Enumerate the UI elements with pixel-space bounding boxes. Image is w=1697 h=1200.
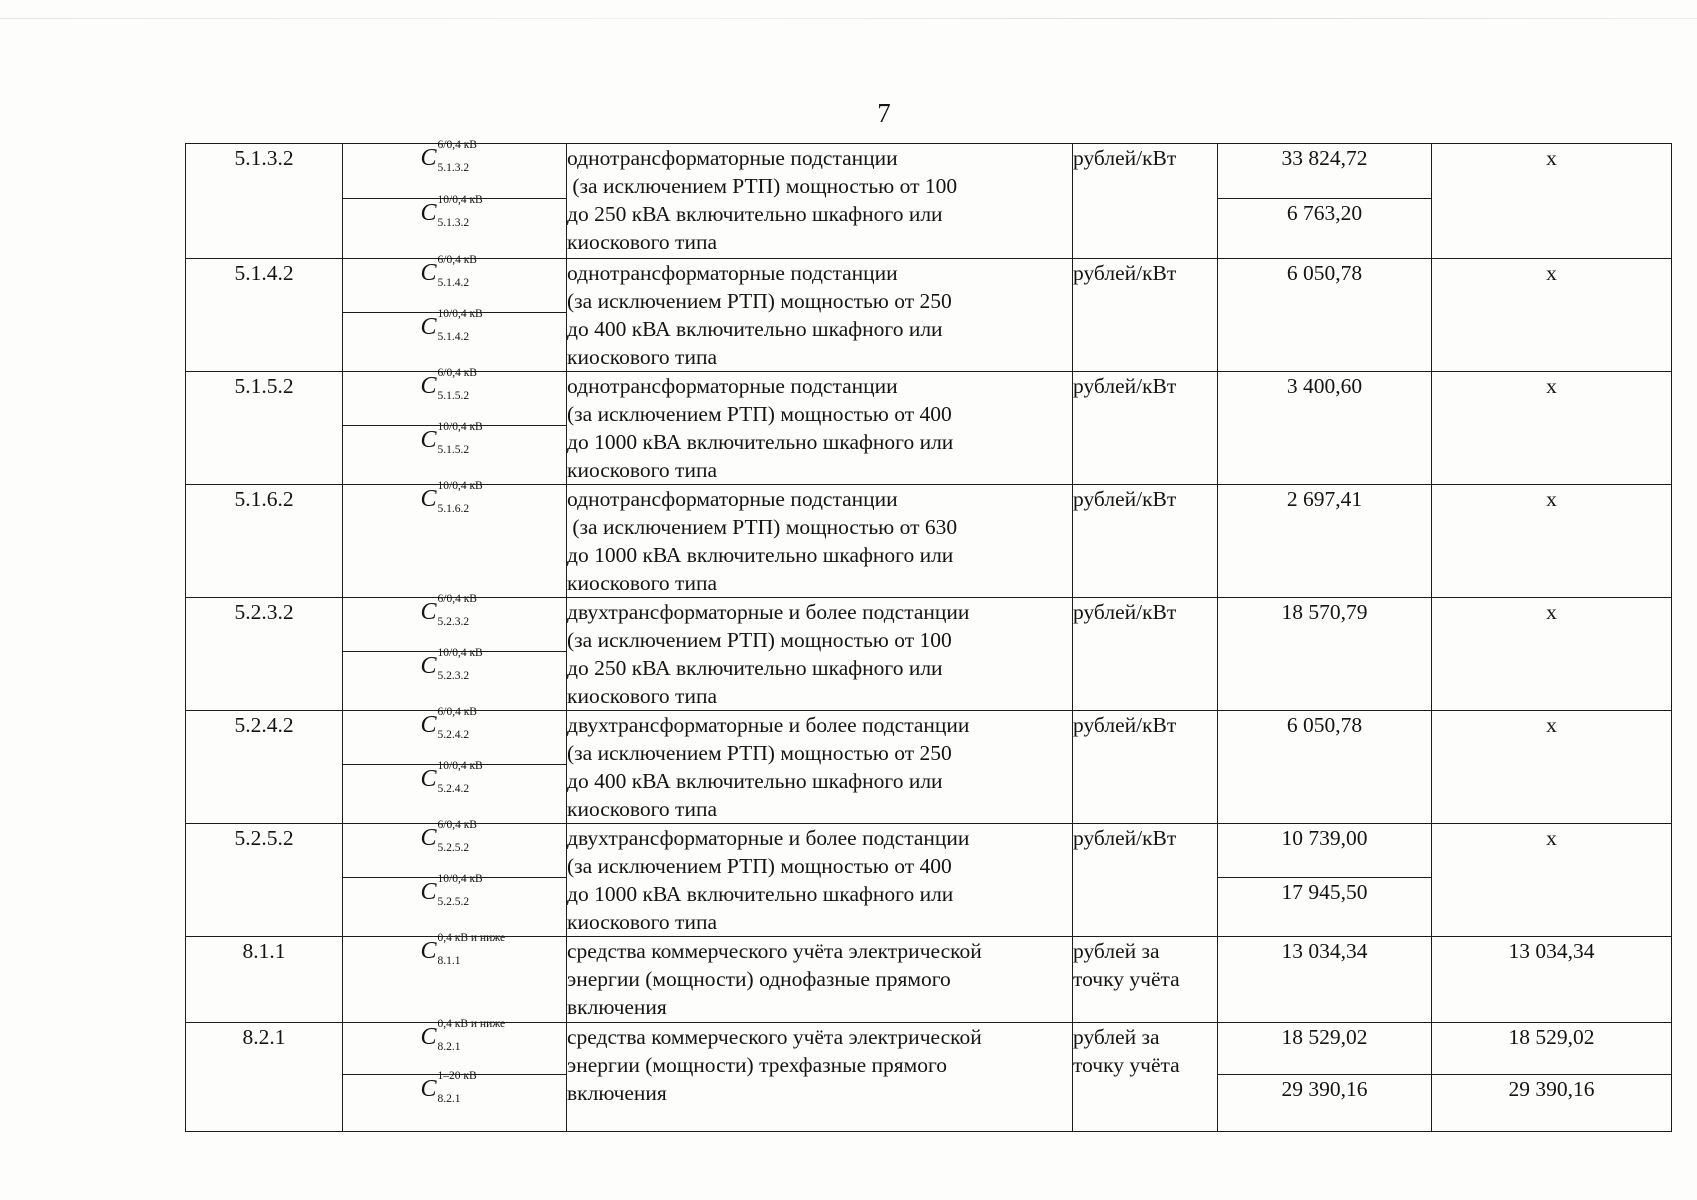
row-unit [1073,598,1218,711]
description-line: киоскового типа [567,684,717,708]
rate-code-subscript: 5.1.4.2 [437,276,470,289]
rate-code-subscript: 5.1.5.2 [437,389,470,402]
rate-symbol: C 6/0,4 кВ 5.2.4.2 [420,706,477,741]
rate-symbol-cell [343,139,567,199]
row-code: 5.2.4.2 [186,711,343,824]
rate-symbol: C 0,4 кВ и ниже 8.2.1 [420,1018,506,1053]
description-line: до 250 кВА включительно шкафного или [567,656,943,680]
rate-symbol-wrap [420,194,488,229]
row-unit [1073,824,1218,937]
tariff-value-column-6 [1432,485,1672,598]
tariff-value-column-6 [1432,372,1672,485]
description-line: до 1000 кВА включительно шкафного или [567,882,954,906]
tariff-value-column-6: 18 529,02 [1432,1023,1672,1075]
column-6-value: 13 034,34 [1508,939,1595,963]
tariff-value: 33 824,72 [1218,144,1432,199]
row-code: 8.2.1 [186,1023,343,1132]
rate-symbol: C 10/0,4 кВ 5.1.6.2 [420,480,483,515]
tariff-value-column-6 [1432,259,1672,372]
tariff-table-body [186,139,1672,1132]
description-line: (за исключением РТП) мощностью от 400 [567,402,952,426]
tariff-value: 10 739,00 [1218,824,1432,878]
column-6-value: х [1546,146,1557,170]
rate-symbol: C 6/0,4 кВ 5.2.3.2 [420,593,477,628]
row-description [567,485,1073,598]
description-line: (за исключением РТП) мощностью от 400 [567,854,952,878]
table-row [186,485,1672,598]
description-line: включения [567,1081,667,1105]
rate-voltage-superscript: 0,4 кВ и ниже [437,932,506,944]
table-row [186,937,1672,1023]
page-number: 7 [877,98,891,128]
tariff-value-column-6 [1432,144,1672,259]
rate-voltage-superscript: 10/0,4 кВ [437,760,483,772]
rate-symbol-wrap [420,1018,506,1053]
rate-symbol-cell [343,647,567,711]
rate-symbol-wrap [420,706,488,741]
rate-symbol-cell [343,480,567,598]
rate-code-subscript: 8.2.1 [437,1092,461,1105]
tariff-value: 3 400,60 [1218,372,1432,485]
unit-line: рублей/кВт [1073,600,1177,624]
rate-symbol-cell [343,873,567,937]
tariff-value: 2 697,41 [1218,485,1432,598]
description-line: (за исключением РТП) мощностью от 100 [567,628,952,652]
rate-symbol-wrap [420,819,488,854]
description-line: до 400 кВА включительно шкафного или [567,317,943,341]
table-row [186,372,1672,426]
tariff-value: 6 763,20 [1218,199,1432,259]
row-description [567,259,1073,372]
description-line: до 1000 кВА включительно шкафного или [567,430,954,454]
rate-symbol-cell [343,308,567,372]
row-unit [1073,711,1218,824]
rate-voltage-superscript: 6/0,4 кВ [437,139,477,151]
rate-symbol-cell [343,932,567,1023]
table-row [186,259,1672,313]
description-line: (за исключением РТП) мощностью от 250 [567,741,952,765]
column-6-value: х [1546,826,1557,850]
tariff-table [185,139,1672,1132]
description-line: до 400 кВА включительно шкафного или [567,769,943,793]
rate-symbol: C 10/0,4 кВ 5.1.4.2 [420,308,483,343]
rate-symbol-cell [343,1070,567,1132]
rate-symbol-cell [343,1018,567,1075]
row-code: 5.2.3.2 [186,598,343,711]
unit-line: рублей за [1073,939,1160,963]
rate-symbol: C 1–20 кВ 8.2.1 [420,1070,477,1105]
rate-code-subscript: 5.1.3.2 [437,161,470,174]
rate-voltage-superscript: 6/0,4 кВ [437,254,477,266]
description-line: киоскового типа [567,345,717,369]
row-description [567,937,1073,1023]
tariff-value-column-6: 29 390,16 [1432,1075,1672,1132]
description-line: однотрансформаторные подстанции [567,146,898,170]
description-line: киоскового типа [567,571,717,595]
column-6-value: х [1546,374,1557,398]
rate-symbol-wrap [420,760,488,795]
rate-symbol: C 6/0,4 кВ 5.1.5.2 [420,367,477,402]
column-6-value: х [1546,261,1557,285]
rate-symbol-wrap [420,480,488,515]
row-code: 8.1.1 [186,937,343,1023]
row-code: 5.1.6.2 [186,485,343,598]
rate-code-subscript: 5.2.5.2 [437,895,470,908]
rate-symbol-wrap [420,873,488,908]
rate-symbol-wrap [420,932,506,967]
row-unit [1073,485,1218,598]
rate-symbol-wrap [420,1070,488,1105]
rate-voltage-superscript: 10/0,4 кВ [437,194,483,206]
rate-symbol: C 6/0,4 кВ 5.1.3.2 [420,139,477,174]
table-row [186,824,1672,878]
rate-symbol: C 10/0,4 кВ 5.1.3.2 [420,194,483,229]
rate-voltage-superscript: 10/0,4 кВ [437,421,483,433]
description-line: двухтрансформаторные и более подстанции [567,713,970,737]
rate-symbol-wrap [420,254,488,289]
tariff-value: 6 050,78 [1218,711,1432,824]
row-code: 5.1.3.2 [186,144,343,259]
rate-code-subscript: 5.2.4.2 [437,728,470,741]
row-description [567,1023,1073,1132]
tariff-value-column-6 [1432,824,1672,937]
column-6-value: х [1546,487,1557,511]
description-line: до 250 кВА включительно шкафного или [567,202,943,226]
row-unit [1073,937,1218,1023]
rate-symbol-wrap [420,139,488,174]
rate-code-subscript: 8.2.1 [437,1040,461,1053]
unit-line: рублей/кВт [1073,826,1177,850]
rate-code-subscript: 5.1.5.2 [437,443,470,456]
scan-edge-line [0,18,1697,19]
rate-code-subscript: 5.2.3.2 [437,669,470,682]
description-line: средства коммерческого учёта электрической [567,1025,982,1049]
rate-symbol-cell [343,706,567,765]
row-description [567,598,1073,711]
description-line: однотрансформаторные подстанции [567,261,898,285]
description-line: (за исключением РТП) мощностью от 630 [567,515,958,539]
rate-symbol-cell [343,254,567,313]
description-line: (за исключением РТП) мощностью от 100 [567,174,958,198]
rate-code-subscript: 8.1.1 [437,954,461,967]
tariff-value-column-6 [1432,598,1672,711]
rate-voltage-superscript: 10/0,4 кВ [437,480,483,492]
unit-line: рублей/кВт [1073,713,1177,737]
column-6-value: х [1546,600,1557,624]
unit-line: точку учёта [1073,1053,1180,1077]
rate-code-subscript: 5.1.4.2 [437,330,470,343]
unit-line: рублей/кВт [1073,261,1177,285]
rate-symbol-wrap [420,421,488,456]
rate-voltage-superscript: 10/0,4 кВ [437,308,483,320]
tariff-value-column-6 [1432,711,1672,824]
unit-line: точку учёта [1073,967,1180,991]
rate-symbol-cell [343,421,567,485]
description-line: средства коммерческого учёта электрической [567,939,982,963]
tariff-value: 13 034,34 [1218,937,1432,1023]
rate-symbol-wrap [420,308,488,343]
rate-code-subscript: 5.1.6.2 [437,502,470,515]
rate-symbol-wrap [420,367,488,402]
row-code: 5.2.5.2 [186,824,343,937]
tariff-value: 29 390,16 [1218,1075,1432,1132]
row-unit [1073,1023,1218,1132]
rate-code-subscript: 5.2.3.2 [437,615,470,628]
rate-voltage-superscript: 1–20 кВ [437,1070,477,1082]
description-line: двухтрансформаторные и более подстанции [567,826,970,850]
rate-symbol-wrap [420,593,488,628]
table-row [186,144,1672,199]
rate-symbol-cell [343,760,567,824]
description-line: энергии (мощности) трехфазные прямого [567,1053,948,1077]
description-line: киоскового типа [567,910,717,934]
unit-line: рублей/кВт [1073,374,1177,398]
rate-symbol-cell [343,367,567,426]
description-line: включения [567,995,667,1019]
row-description [567,372,1073,485]
column-6-value: х [1546,713,1557,737]
rate-voltage-superscript: 0,4 кВ и ниже [437,1018,506,1030]
description-line: энергии (мощности) однофазные прямого [567,967,951,991]
table-row [186,1023,1672,1075]
rate-voltage-superscript: 6/0,4 кВ [437,593,477,605]
rate-symbol: C 0,4 кВ и ниже 8.1.1 [420,932,506,967]
row-description [567,144,1073,259]
rate-voltage-superscript: 6/0,4 кВ [437,819,477,831]
description-line: до 1000 кВА включительно шкафного или [567,543,954,567]
rate-symbol: C 6/0,4 кВ 5.1.4.2 [420,254,477,289]
rate-symbol-cell [343,819,567,878]
row-unit [1073,259,1218,372]
description-line: киоскового типа [567,230,717,254]
rate-voltage-superscript: 6/0,4 кВ [437,706,477,718]
unit-line: рублей/кВт [1073,487,1177,511]
tariff-value-column-6 [1432,937,1672,1023]
description-line: однотрансформаторные подстанции [567,487,898,511]
rate-symbol: C 10/0,4 кВ 5.2.4.2 [420,760,483,795]
tariff-value: 18 529,02 [1218,1023,1432,1075]
description-line: однотрансформаторные подстанции [567,374,898,398]
rate-voltage-superscript: 10/0,4 кВ [437,873,483,885]
rate-symbol: C 10/0,4 кВ 5.2.5.2 [420,873,483,908]
rate-symbol: C 10/0,4 кВ 5.2.3.2 [420,647,483,682]
row-unit [1073,144,1218,259]
description-line: (за исключением РТП) мощностью от 250 [567,289,952,313]
rate-symbol-wrap [420,647,488,682]
unit-line: рублей/кВт [1073,146,1177,170]
tariff-value: 17 945,50 [1218,878,1432,937]
rate-code-subscript: 5.2.4.2 [437,782,470,795]
table-row [186,598,1672,652]
rate-voltage-superscript: 10/0,4 кВ [437,647,483,659]
rate-symbol: C 10/0,4 кВ 5.1.5.2 [420,421,483,456]
tariff-value: 18 570,79 [1218,598,1432,711]
rate-code-subscript: 5.2.5.2 [437,841,470,854]
row-unit [1073,372,1218,485]
rate-symbol-cell [343,593,567,652]
description-line: двухтрансформаторные и более подстанции [567,600,970,624]
description-line: киоскового типа [567,458,717,482]
description-line: киоскового типа [567,797,717,821]
table-row [186,711,1672,765]
row-description [567,711,1073,824]
rate-code-subscript: 5.1.3.2 [437,216,470,229]
rate-symbol-cell [343,194,567,259]
rate-voltage-superscript: 6/0,4 кВ [437,367,477,379]
row-description [567,824,1073,937]
row-code: 5.1.5.2 [186,372,343,485]
row-code: 5.1.4.2 [186,259,343,372]
unit-line: рублей за [1073,1025,1160,1049]
tariff-value: 6 050,78 [1218,259,1432,372]
rate-symbol: C 6/0,4 кВ 5.2.5.2 [420,819,477,854]
